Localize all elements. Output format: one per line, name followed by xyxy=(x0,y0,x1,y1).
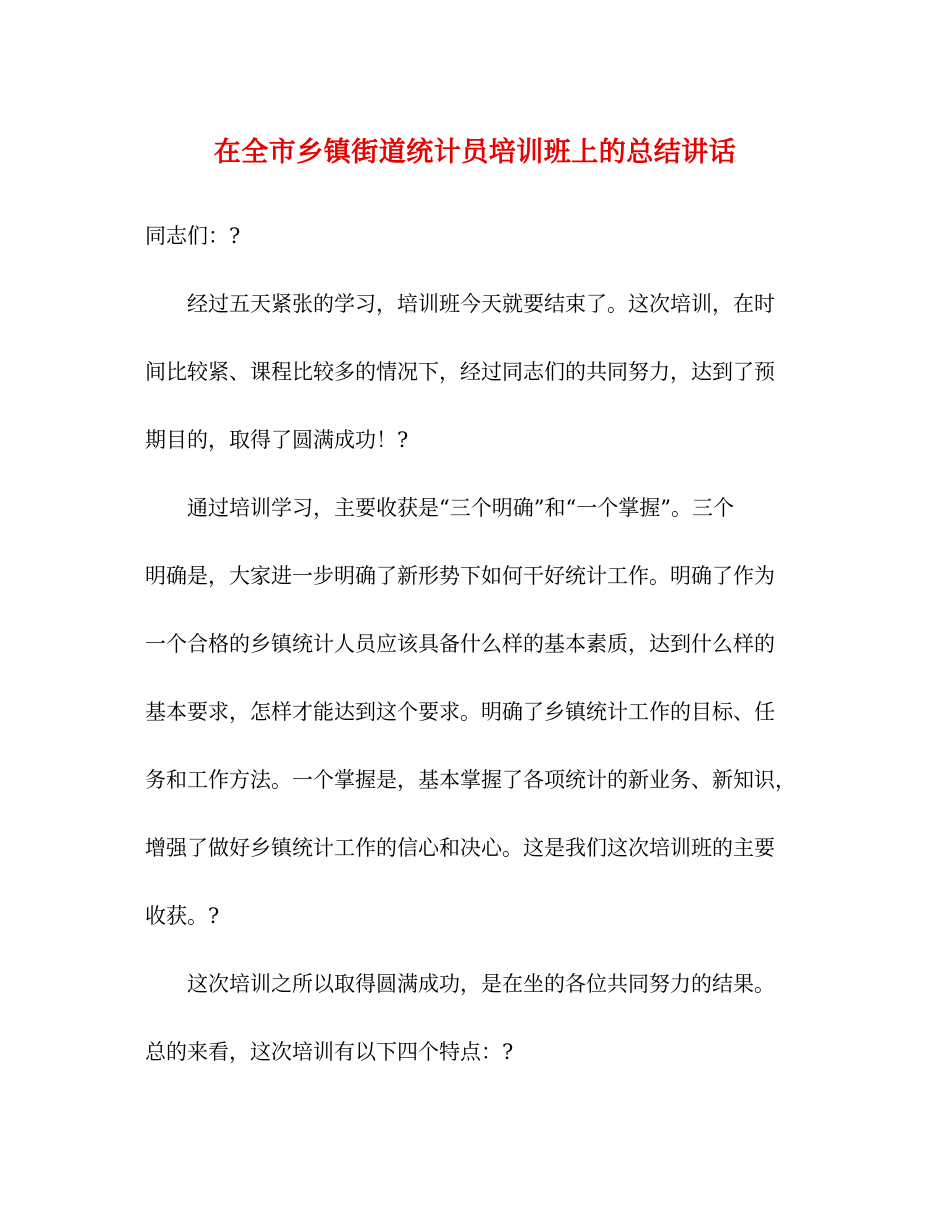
paragraph-line: 基本要求，怎样才能达到这个要求。明确了乡镇统计工作的目标、任 xyxy=(145,700,775,724)
paragraph-line: 务和工作方法。一个掌握是，基本掌握了各项统计的新业务、新知识， xyxy=(145,768,796,792)
paragraph-line: 经过五天紧张的学习，培训班今天就要结束了。这次培训，在时 xyxy=(187,292,775,316)
paragraph-line: 总的来看，这次培训有以下四个特点：? xyxy=(145,1040,514,1064)
paragraph-line: 通过培训学习，主要收获是“三个明确”和“一个掌握”。三个 xyxy=(187,496,734,520)
paragraph-line: 间比较紧、课程比较多的情况下，经过同志们的共同努力，达到了预 xyxy=(145,360,775,384)
paragraph-line: 这次培训之所以取得圆满成功，是在坐的各位共同努力的结果。 xyxy=(187,972,775,996)
paragraph-line: 一个合格的乡镇统计人员应该具备什么样的基本素质，达到什么样的 xyxy=(145,632,775,656)
document-title: 在全市乡镇街道统计员培训班上的总结讲话 xyxy=(213,137,737,168)
paragraph-line: 明确是，大家进一步明确了新形势下如何干好统计工作。明确了作为 xyxy=(145,564,775,588)
salutation-line: 同志们：? xyxy=(145,224,241,248)
paragraph-line: 期目的，取得了圆满成功！? xyxy=(145,428,409,452)
paragraph-line: 增强了做好乡镇统计工作的信心和决心。这是我们这次培训班的主要 xyxy=(145,836,775,860)
paragraph-line: 收获。? xyxy=(145,904,220,928)
